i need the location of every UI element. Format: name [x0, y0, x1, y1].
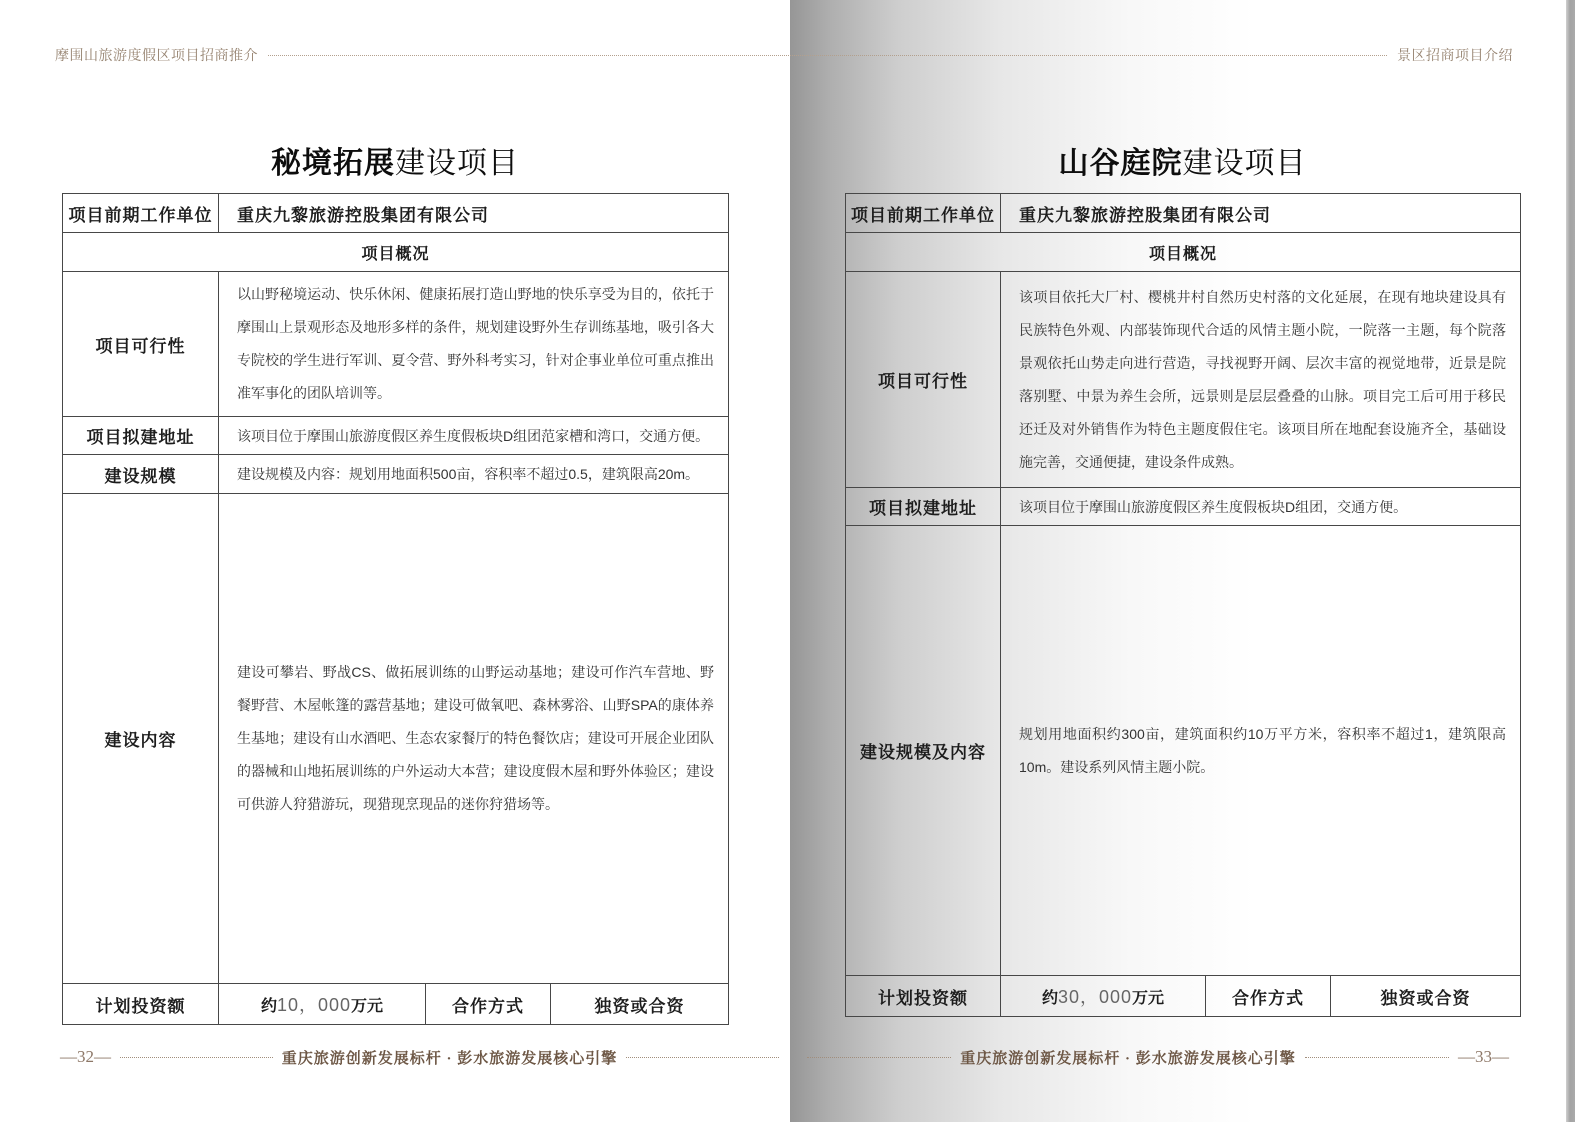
footer-left: [60, 1044, 788, 1070]
investment-value: [219, 984, 426, 1025]
header-left-title: 摩围山旅游度假区项目招商推介: [55, 47, 258, 63]
overview-label: 项目概况: [63, 233, 729, 272]
footer-dotted-line: [120, 1057, 273, 1058]
footer-dotted-line: [626, 1057, 779, 1058]
page-number-right: —33—: [1458, 1047, 1510, 1066]
unit-value: 重庆九黎旅游控股集团有限公司: [219, 194, 729, 233]
scale-text: 建设规模及内容：规划用地面积500亩，容积率不超过0.5，建筑限高20m。: [219, 455, 729, 494]
feasibility-text: 以山野秘境运动、快乐休闲、健康拓展打造山野地的快乐享受为目的，依托于摩围山上景观形态及地形多样的条件，规划建设野外生存训练基地，吸引各大专院校的学生进行军训、夏令营、野外科考实习，针对企事业单位可重点推出准军事化的团队培训等。: [219, 272, 729, 417]
page-title-right-light: 建设项目: [1182, 147, 1307, 180]
investment-number: 10，000: [276, 995, 352, 1015]
page-title-right-bold: 山谷庭院: [1058, 147, 1183, 180]
address-text: 该项目位于摩围山旅游度假区养生度假板块D组团范家槽和湾口，交通方便。: [219, 417, 729, 455]
footer-dotted-line: [807, 1057, 951, 1058]
footer-dotted-line: [1305, 1057, 1449, 1058]
footer-slogan: 重庆旅游创新发展标杆 · 彭水旅游发展核心引擎: [960, 1050, 1296, 1067]
investment-suffix: 万元: [1132, 990, 1165, 1007]
address-label: 项目拟建地址: [63, 417, 219, 455]
investment-value: [1001, 976, 1206, 1017]
content-text: 建设可攀岩、野战CS、做拓展训练的山野运动基地；建设可作汽车营地、野餐野营、木屋帐篷的露营基地；建设可做氧吧、森林雾浴、山野SPA的康体养生基地；建设有山水酒吧、生态农家餐厅的特色餐饮店；建设可开展企业团队的器械和山地拓展训练的户外运动大本营；建设度假木屋和野外体验区；建设可供游人狩猎游玩，现猎现烹现品的迷你狩猎场等。: [219, 494, 729, 984]
project-table-right: [845, 193, 1521, 1017]
page-title-left-light: 建设项目: [395, 147, 519, 180]
table-row: [846, 194, 1521, 233]
investment-label: 计划投资额: [846, 976, 1001, 1017]
page-title-right: [845, 138, 1520, 182]
table-row: [63, 272, 729, 417]
cooperation-label: 合作方式: [426, 984, 551, 1025]
header-right-title: 景区招商项目介绍: [1397, 47, 1513, 63]
unit-value: 重庆九黎旅游控股集团有限公司: [1001, 194, 1521, 233]
cooperation-label: 合作方式: [1206, 976, 1331, 1017]
cooperation-value: 独资或合资: [551, 984, 729, 1025]
unit-label: 项目前期工作单位: [846, 194, 1001, 233]
feasibility-text: 该项目依托大厂村、樱桃井村自然历史村落的文化延展，在现有地块建设具有民族特色外观、内部装饰现代合适的风情主题小院，一院落一主题，每个院落景观依托山势走向进行营造，寻找视野开阔、层次丰富的视觉地带，近景是院落别墅、中景为养生会所，远景则是层层叠叠的山脉。项目完工后可用于移民还迁及对外销售作为特色主题度假住宅。该项目所在地配套设施齐全，基础设施完善，交通便捷，建设条件成熟。: [1001, 272, 1521, 488]
investment-prefix: 约: [260, 998, 277, 1015]
page-number-left: —32—: [60, 1047, 111, 1066]
feasibility-label: 项目可行性: [846, 272, 1001, 488]
content-label: 建设内容: [63, 494, 219, 984]
table-row: [846, 526, 1521, 976]
page-title-left: [62, 138, 728, 182]
project-table-left: [62, 193, 729, 1025]
footer-right: [798, 1044, 1509, 1070]
page-title-left-bold: 秘境拓展: [271, 147, 395, 180]
table-row: [846, 976, 1521, 1017]
cooperation-value: 独资或合资: [1331, 976, 1521, 1017]
table-row: [63, 455, 729, 494]
table-row: [63, 984, 729, 1025]
running-header: [55, 45, 1513, 65]
overview-label: 项目概况: [846, 233, 1521, 272]
investment-number: 30，000: [1057, 987, 1133, 1007]
page-edge-shadow: [1566, 0, 1575, 1122]
feasibility-label: 项目可行性: [63, 272, 219, 417]
investment-label: 计划投资额: [63, 984, 219, 1025]
address-label: 项目拟建地址: [846, 488, 1001, 526]
table-row: [846, 272, 1521, 488]
unit-label: 项目前期工作单位: [63, 194, 219, 233]
scale-text: 规划用地面积约300亩，建筑面积约10万平方米，容积率不超过1，建筑限高10m。建设系列风情主题小院。: [1001, 526, 1521, 976]
address-text: 该项目位于摩围山旅游度假区养生度假板块D组团，交通方便。: [1001, 488, 1521, 526]
footer-slogan: 重庆旅游创新发展标杆 · 彭水旅游发展核心引擎: [281, 1050, 618, 1067]
scale-label: 建设规模及内容: [846, 526, 1001, 976]
table-row: [63, 194, 729, 233]
table-row: [846, 233, 1521, 272]
header-dotted-line: [268, 55, 1387, 56]
table-row: [846, 488, 1521, 526]
page-right: [790, 0, 1567, 1122]
table-row: [63, 494, 729, 984]
table-row: [63, 417, 729, 455]
investment-prefix: 约: [1041, 990, 1058, 1007]
scale-label: 建设规模: [63, 455, 219, 494]
investment-suffix: 万元: [351, 998, 384, 1015]
table-row: [63, 233, 729, 272]
